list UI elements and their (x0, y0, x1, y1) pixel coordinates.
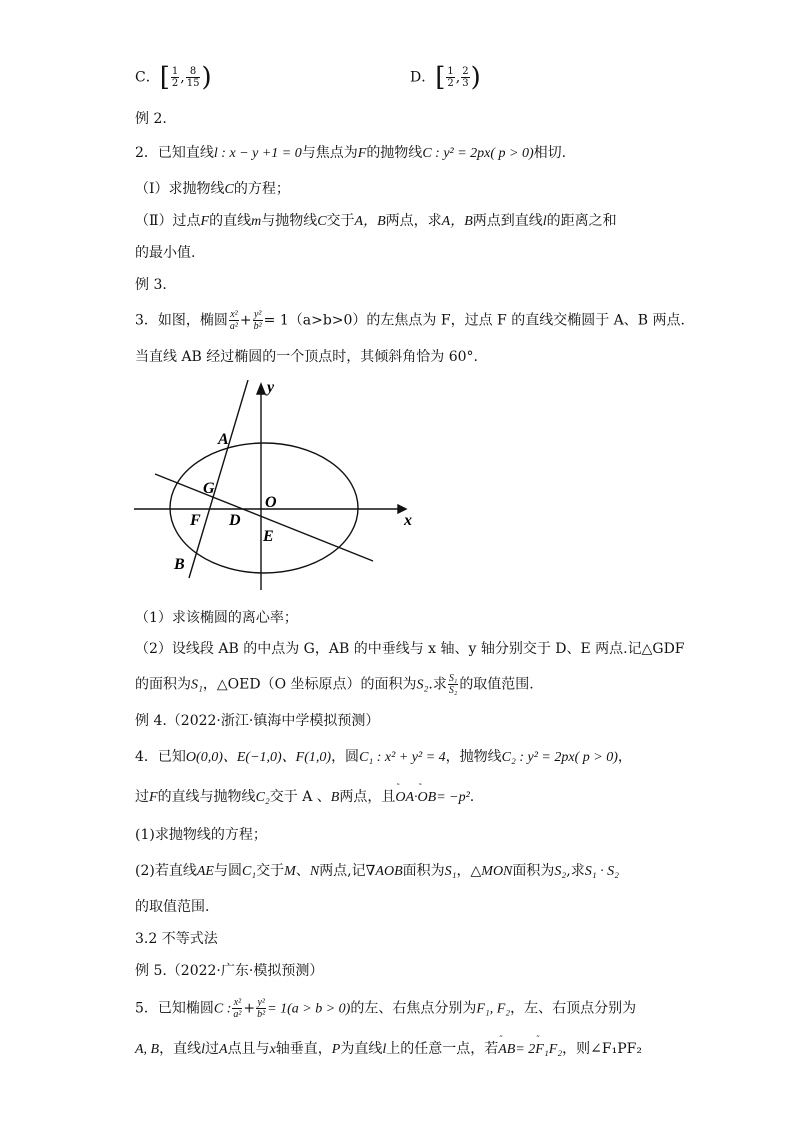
ellipse-figure (130, 380, 420, 595)
fraction: $\frac{\text{x²}}{\text{a²}}$ (229, 309, 238, 332)
label-f: F (190, 512, 201, 529)
problem-3-q2-cont: 的面积为S₁，△OED（O 坐标原点）的面积为S₂.求 $\frac{\text{S₁}}{\text{S₂}}$ 的取值范围. (135, 673, 534, 696)
problem-2-part-ii: （Ⅱ）过点F的直线m与抛物线C交于A，B两点，求A，B两点到直线l的距离之和 (135, 213, 617, 229)
option-d: D．[ $\frac{1}{2}$ , $\frac{2}{3}$ ) (410, 62, 481, 93)
problem-3-q2: （2）设线段 AB 的中点为 G，AB 的中垂线与 x 轴、y 轴分别交于 D、E 两点.记△GDF (135, 641, 685, 657)
label-b: B (174, 556, 185, 573)
problem-4-stem: 4．已知O(0,0)、E(−1,0)、F(1,0)，圆C₁ : x² + y² = 4，抛物线C₂ : y² = 2px( p > 0)， (135, 749, 632, 765)
problem-2-stem: 2．已知直线l : x − y +1 = 0与焦点为F的抛物线C : y² = 2px( p > 0)相切. (135, 145, 567, 161)
example-2-label: 例 2. (135, 111, 167, 127)
problem-4-q2-cont: 的取值范围. (135, 899, 210, 915)
perpendicular-bisector (155, 474, 373, 561)
label-o: O (265, 494, 277, 511)
ellipse (170, 443, 358, 573)
problem-3-stem-cont: 当直线 AB 经过椭圆的一个顶点时，其倾斜角恰为 60°. (135, 349, 479, 365)
option-c: C．[ $\frac{1}{2}$ , $\frac{8}{15}$ ) (135, 62, 212, 93)
example-4-label: 例 4.（2022·浙江·镇海中学模拟预测） (135, 713, 380, 729)
y-axis-arrow (257, 384, 265, 394)
fraction: $\frac{8}{15}$ (186, 66, 200, 89)
label-e: E (263, 528, 274, 545)
label-g: G (203, 480, 215, 497)
problem-4-stem-cont: 过F的直线与抛物线C₂交于 A 、B两点，且̃̃ OA·̃̃ OB= −p². (135, 787, 474, 808)
fraction: $\frac{\text{y²}}{\text{b²}}$ (253, 309, 262, 332)
problem-4-q2: (2)若直线AE与圆C₁交于M、N两点,记∇AOB面积为S₁，△MON面积为S₂,求S₁ · S₂ (135, 863, 619, 879)
label-a: A (218, 431, 229, 448)
label-d: D (229, 512, 241, 529)
problem-5-stem-cont: A, B，直线l过A点且与x轴垂直，P为直线l上的任意一点，若̃̃ AB= 2̃̃ F₁F₂，则∠F₁PF₂ (135, 1039, 642, 1060)
line-ab (189, 380, 248, 578)
problem-3-q1: （1）求该椭圆的离心率； (135, 610, 298, 626)
problem-2-part-i: （Ⅰ）求抛物线C的方程； (135, 181, 290, 197)
fraction: $\frac{\text{S₁}}{\text{S₂}}$ (448, 673, 458, 696)
fraction: $\frac{1}{2}$ (447, 66, 454, 89)
example-5-label: 例 5.（2022·广东·模拟预测） (135, 963, 324, 979)
fraction: $\frac{\text{x²}}{\text{a²}}$ (233, 997, 242, 1020)
label-x: x (404, 512, 412, 529)
fraction: $\frac{2}{3}$ (462, 66, 469, 89)
problem-5-stem: 5．已知椭圆C : $\frac{\text{x²}}{\text{a²}}$ + $\frac{\text{y²}}{\text{b²}}$ = 1(a > b > 0)的左、右焦点分别为F₁, F₂，左、右顶点分别为 (135, 997, 637, 1020)
example-3-label: 例 3. (135, 277, 167, 293)
fraction: $\frac{\text{y²}}{\text{b²}}$ (257, 997, 266, 1020)
problem-2-part-ii-cont: 的最小值. (135, 245, 196, 261)
label-y: y (267, 380, 275, 396)
problem-3-stem: 3．如图，椭圆 $\frac{\text{x²}}{\text{a²}}$ + $\frac{\text{y²}}{\text{b²}}$ = 1（a>b>0）的左焦点为 F，过点 F 的直线交椭圆于 A、B 两点. (135, 309, 685, 332)
fraction: $\frac{1}{2}$ (171, 66, 179, 89)
problem-4-q1: (1)求抛物线的方程； (135, 827, 267, 843)
section-3-2-title: 3.2 不等式法 (135, 931, 218, 947)
